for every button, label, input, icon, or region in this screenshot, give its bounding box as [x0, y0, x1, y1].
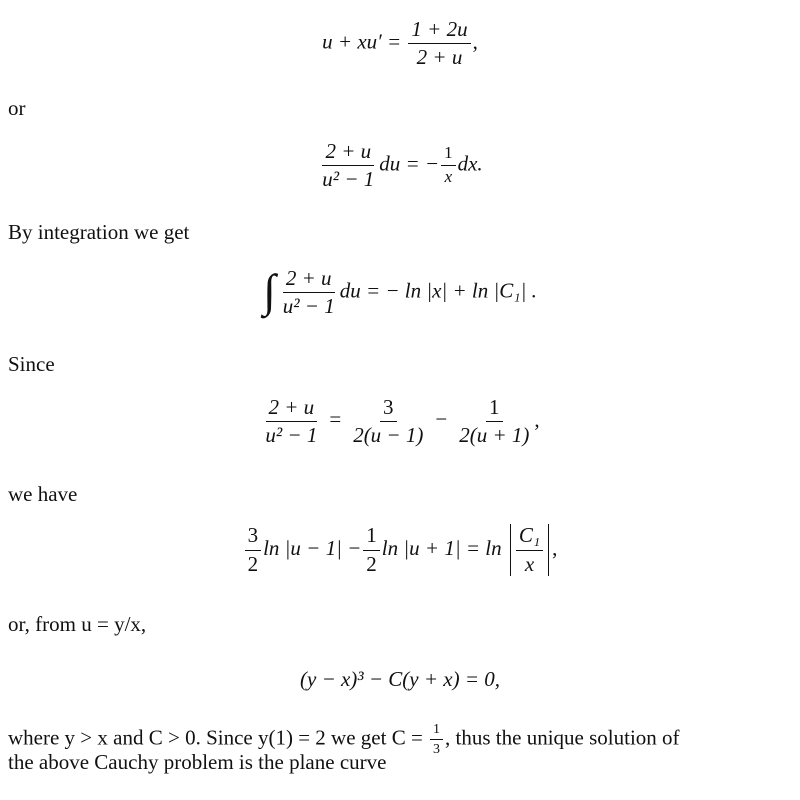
eq5-term-1: ln |u − 1| −: [263, 535, 362, 560]
eq4-denominator-1: u² − 1: [265, 423, 318, 448]
where-fraction-numerator: 1: [430, 722, 443, 740]
equation-4: [0, 396, 800, 447]
equation-3: [0, 266, 800, 319]
eq4-equals: =: [329, 407, 342, 432]
eq2-middle: du = −: [379, 151, 440, 176]
where-fraction-denominator: 3: [433, 742, 441, 758]
eq5-fraction-3: [516, 524, 543, 575]
eq4-numerator-1: 2 + u: [266, 396, 318, 422]
where-text-b: , thus the unique solution of: [445, 725, 680, 750]
equation-6: (y − x)³ − C(y + x) = 0,: [300, 667, 500, 691]
equation-2: [0, 140, 800, 191]
eq4-numerator-3: 1: [486, 396, 503, 422]
eq1-tail: ,: [472, 29, 478, 54]
eq5-fraction-1: [245, 524, 262, 575]
eq4-numerator-2: 3: [380, 396, 397, 422]
eq4-minus: −: [435, 407, 448, 432]
eq2-numerator: 2 + u: [322, 140, 374, 166]
eq3-fraction: [280, 267, 338, 318]
eq5-tail: ,: [552, 535, 558, 560]
eq5-term-2: ln |u + 1| = ln: [381, 535, 502, 560]
eq4-denominator-2: 2(u − 1): [353, 423, 424, 448]
eq5-numerator-1: 3: [245, 524, 262, 550]
eq4-denominator-3: 2(u + 1): [459, 423, 530, 448]
eq2-tail: dx.: [457, 151, 483, 176]
where-fraction: [430, 722, 443, 758]
eq4-fraction-1: [262, 396, 320, 447]
eq1-denominator: 2 + u: [416, 45, 463, 70]
eq2-denominator-2: x: [444, 167, 453, 187]
eq5-denominator-2: 2: [366, 551, 377, 576]
eq3-rhs: du = − ln |x| + ln |C₁| .: [339, 278, 537, 303]
eq2-fraction: [319, 140, 377, 191]
eq1-numerator: 1 + 2u: [408, 18, 470, 44]
text-where-line-2: the above Cauchy problem is the plane curve: [8, 750, 387, 774]
equation-5: [0, 524, 800, 576]
abs-bar-left: [510, 524, 511, 576]
integral-sign: ∫: [263, 265, 276, 316]
eq4-fraction-2: [350, 396, 426, 447]
abs-bar-right: [548, 524, 549, 576]
eq5-fraction-2: [363, 524, 380, 575]
eq2-denominator: u² − 1: [322, 167, 375, 192]
text-or-from: or, from u = y/x,: [8, 612, 147, 636]
eq5-numerator-2: 1: [363, 524, 380, 550]
text-since: Since: [8, 352, 55, 376]
text-or: or: [8, 96, 26, 120]
eq4-fraction-3: [456, 396, 532, 447]
where-text-a: where y > x and C > 0. Since y(1) = 2 we get C =: [8, 725, 429, 750]
eq5-numerator-3: C₁: [516, 524, 543, 550]
eq2-numerator-2: 1: [441, 144, 456, 166]
text-by-integration: By integration we get: [8, 220, 190, 244]
eq4-tail: ,: [534, 407, 540, 432]
eq3-numerator: 2 + u: [283, 267, 335, 293]
equation-1: [0, 18, 800, 69]
eq3-denominator: u² − 1: [282, 294, 335, 318]
text-we-have: we have: [8, 482, 78, 506]
eq2-fraction-2: [441, 144, 456, 186]
eq5-denominator-1: 2: [247, 551, 259, 576]
eq1-fraction: [408, 18, 470, 69]
eq1-lhs: u + xu′ =: [322, 29, 402, 54]
eq5-denominator-3: x: [524, 551, 535, 576]
